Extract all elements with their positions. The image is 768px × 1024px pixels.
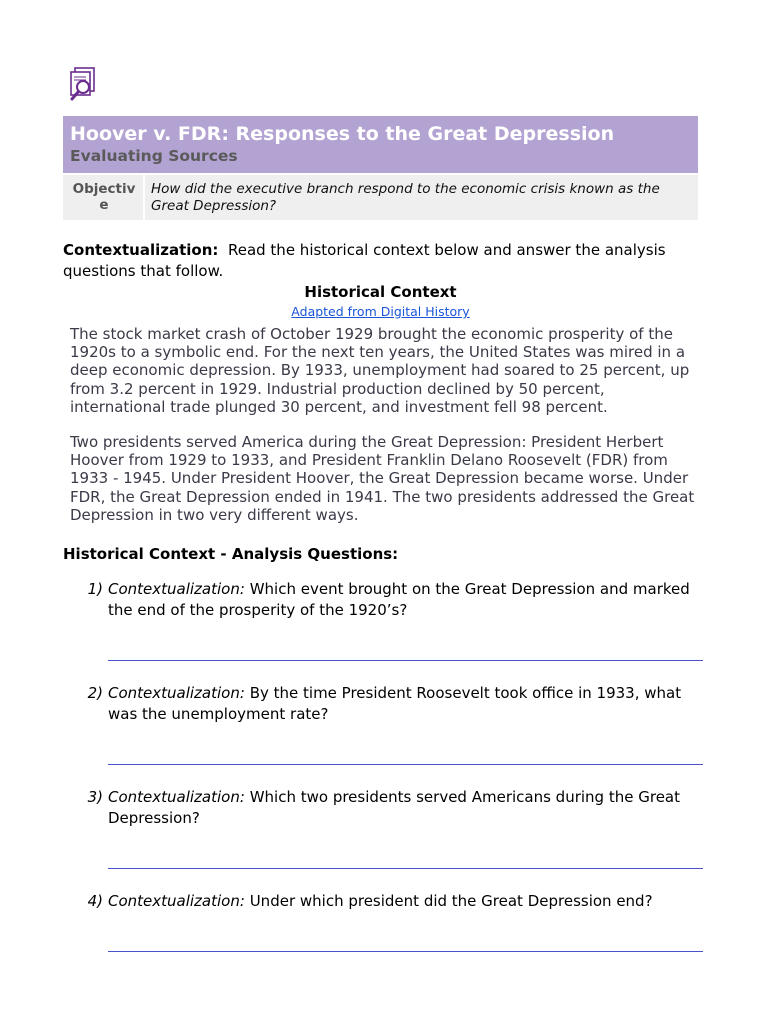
question-type: Contextualization: — [108, 684, 245, 703]
question-number: 4) — [87, 892, 103, 911]
objective-text: How did the executive branch respond to the economic crisis known as the Great Depression? — [143, 175, 698, 220]
question-number: 2) — [87, 684, 103, 703]
contextualization-label: Contextualization: — [63, 241, 219, 259]
question-list — [63, 579, 698, 952]
question-type: Contextualization: — [108, 580, 245, 599]
question-prompt: Which event brought on the Great Depression and marked the end of the prosperity of the 1920’s? — [108, 580, 690, 620]
question-prompt: Under which president did the Great Depression end? — [249, 892, 653, 911]
question-text — [108, 787, 698, 829]
question-number: 3) — [87, 788, 103, 807]
contextualization-text: Read the historical context below and answer the analysis questions that follow. — [63, 241, 666, 280]
objective-label: Objective — [63, 175, 143, 220]
question-prompt: Which two presidents served Americans during the Great Depression? — [108, 788, 680, 828]
answer-line-1[interactable] — [108, 621, 703, 661]
document-magnifier-icon — [69, 66, 99, 104]
page-title: Hoover v. FDR: Responses to the Great Depression — [70, 123, 615, 145]
answer-line-4[interactable] — [108, 912, 703, 952]
context-paragraph-1: The stock market crash of October 1929 brought the economic prosperity of the 1920s to a symbolic end. For the next ten years, the United States was mired in a deep economic depression. By 1933, unemployment had soared to 25 percent, up from 3.2 percent in 1929. Industrial production declined by 50 percent, international trade plunged 30 percent, and investment fell 98 percent. — [70, 325, 690, 416]
question-3 — [63, 787, 698, 829]
contextualization-intro — [63, 240, 698, 282]
question-1 — [63, 579, 698, 621]
question-text — [108, 579, 698, 621]
source-link[interactable]: Adapted from Digital History — [291, 304, 470, 319]
question-text — [108, 683, 698, 725]
page-subtitle: Evaluating Sources — [70, 147, 238, 165]
answer-line-2[interactable] — [108, 725, 703, 765]
question-type: Contextualization: — [108, 788, 245, 807]
question-type: Contextualization: — [108, 892, 245, 911]
title-banner — [63, 116, 698, 173]
question-2 — [63, 683, 698, 725]
question-prompt: By the time President Roosevelt took office in 1933, what was the unemployment rate? — [108, 684, 682, 724]
objective-row — [63, 173, 698, 220]
answer-line-3[interactable] — [108, 829, 703, 869]
question-number: 1) — [87, 580, 103, 599]
worksheet-page — [63, 66, 698, 952]
analysis-heading: Historical Context - Analysis Questions: — [63, 545, 399, 564]
historical-context-title: Historical Context — [304, 283, 457, 301]
question-4 — [63, 891, 698, 912]
context-paragraph-2: Two presidents served America during the Great Depression: President Herbert Hoover from 1929 to 1933, and President Franklin Delano Roosevelt (FDR) from 1933 - 1945. Under President Hoover, the Great Depression became worse. Under FDR, the Great Depression ended in 1941. The two presidents addressed the Great Depression in two very different ways. — [70, 433, 695, 524]
question-text — [108, 891, 698, 912]
